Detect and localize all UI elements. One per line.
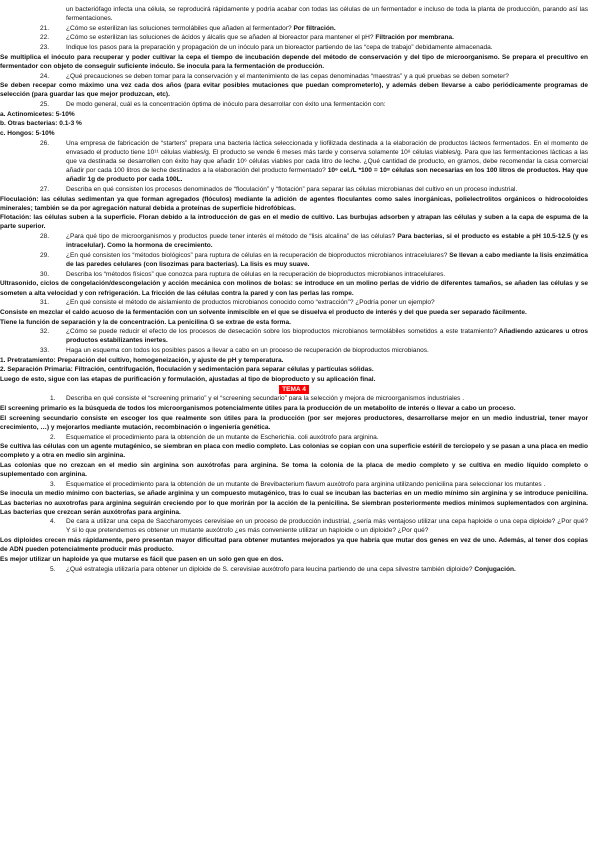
tema4-question-4 — [50, 517, 588, 535]
question-number: 3. — [50, 480, 56, 488]
answer-text: Para bacterias, si el producto es estable a pH 10.5-12.5 (y es intracelular). Como la hormona de crecimiento. — [66, 233, 589, 250]
answer-item: a. Actinomicetes: 5-10% — [0, 110, 75, 118]
answer-31a: Consiste en mezclar el caldo acuoso de la fermentación con un solvente inmiscible en el que se disuelva el producto de interés y del que pueda ser separado fácilmente. — [0, 308, 527, 316]
question-number: 24. — [40, 72, 50, 80]
question-number: 21. — [40, 24, 50, 32]
question-22 — [40, 33, 588, 42]
question-28 — [40, 232, 588, 250]
question-number: 26. — [40, 139, 50, 147]
answer-text: Por filtración. — [291, 24, 336, 32]
answer-t4b: Es mejor utilizar un haploide ya que mutarse es fácil que pasen en un solo gen que en dos. — [0, 555, 284, 563]
tema4-question-2 — [50, 433, 588, 442]
question-29 — [40, 251, 588, 269]
answer-31b: Tiene la función de separación y la de concentración. La penicilina G se extrae de esta forma. — [0, 318, 291, 326]
question-text: De modo general, cuál es la concentración óptima de inóculo para desarrollar con éxito una fermentación con: — [66, 101, 386, 109]
answer-text: Filtración por membrana. — [373, 34, 454, 42]
section-heading: TEMA 4 — [279, 385, 309, 394]
question-number: 30. — [40, 270, 50, 278]
question-text: ¿Cómo se esterilizan las soluciones termolábiles que añaden al fermentador? — [66, 24, 292, 32]
answer-text: 10⁶ cel./L *100 = 10⁸ células son necesarias en los 100 litros de productos. Hay que añadir 1g de producto por cada 100L. — [66, 167, 588, 184]
question-text: ¿Qué precauciones se deben tomar para la conservación y el mantenimiento de las cepas denominadas “maestras” y a qué pruebas se deben someter? — [66, 72, 509, 80]
question-number: 22. — [40, 34, 50, 42]
answer-23: Se multiplica el inóculo para recuperar y poder cultivar la cepa el tiempo de incubación depende del método de conservación y del tipo de microorganismo. Se prepara el precultivo en fermentador con objeto de conseguir suficiente inóculo. Se inocula para la fermentación de producción. — [0, 53, 588, 70]
answer-30: Ultrasonido, ciclos de congelación/descongelación y acción mecánica con molinos de bolas: se introduce en un molino perlas de vidrio de diferentes tamaños, se añaden las células y se someten a alta velocidad y con refrigeración. La fricción de las células contra la pared y con las perlas las rompe. — [0, 280, 588, 297]
question-25 — [40, 100, 588, 109]
tema4-question-5 — [50, 565, 588, 574]
question-number: 29. — [40, 251, 50, 259]
question-text: De cara a utilizar una cepa de Saccharomyces cerevisiae en un proceso de producción industrial, ¿sería más ventajoso utilizar una cepa haploide o una cepa diploide? ¿Por qué? Y si lo que pretendemos es obtener un mutante auxótrofo ¿es más conveniente utilizar un haploide o un diploide? ¿Por qué? — [66, 518, 588, 535]
question-number: 28. — [40, 233, 50, 241]
question-24 — [40, 72, 588, 81]
tema4-question-3 — [50, 480, 588, 489]
answer-27-flotacion: Flotación: las células suben a la superficie. Floran debido a la introducción de gas en el medio de cultivo. Las burbujas adsorben y atrapan las células y suben a la capa de espuma de la parte superior. — [0, 214, 588, 231]
question-32 — [40, 327, 588, 345]
answer-t3a: Se inocula un medio mínimo con bacterias, se añade arginina y un compuesto mutagénico, tras lo cual se incuban las bacterias en un medio mínimo sin arginina y se introduce penicilina. Las bacterias no auxotrofas para arginina seguirán creciendo por lo que morirán por la acción de la penicilina. Se siembran posteriormente medios mínimos suplementados con arginina. Las bacterias que crezcan serán auxótrofas para arginina. — [0, 490, 588, 516]
question-number: 33. — [40, 347, 50, 355]
question-text: ¿Qué estrategia utilizaría para obtener un diploide de S. cerevisiae auxótrofo para leucina partiendo de una cepa silvestre también diploide? — [66, 565, 473, 573]
question-text: Haga un esquema con todos los posibles pasos a llevar a cabo en un proceso de recuperación de bioproductos microbianos. — [66, 347, 429, 355]
question-text: Describa los “métodos físicos” que conozca para ruptura de células en la recuperación de bioproductos microbianos intracelulares. — [66, 270, 446, 278]
answer-text: Añadiendo azúcares u otros productos estabilizantes inertes. — [66, 328, 589, 345]
question-number: 27. — [40, 185, 50, 193]
question-text: ¿En qué consiste el método de aislamiento de productos microbianos conocido como “extracción”? ¿Podría poner un ejemplo? — [66, 299, 435, 307]
answer-33-step: 1. Pretratamiento: Preparación del cultivo, homogeneización, y ajuste de pH y temperatura. — [0, 356, 284, 364]
question-text: ¿Cómo se puede reducir el efecto de los procesos de desecación sobre los bioproductos microbianos termolábiles sometidos a este tratamiento? — [66, 328, 497, 336]
section-heading-wrap — [0, 385, 588, 394]
answer-item: b. Otras bacterias: 0.1-3 % — [0, 120, 82, 128]
question-30 — [40, 270, 588, 279]
answer-24: Se deben recepar como máximo una vez cada dos años (para evitar posibles mutaciones que puedan comprometerlo), y además deben llevarse a cabo periódicamente programas de selección (para guardar las que mejor produzcan, etc). — [0, 82, 588, 99]
question-number: 31. — [40, 299, 50, 307]
question-text: Esquematice el procedimiento para la obtención de un mutante de Brevibacterium flavum auxótrofo para arginina utilizando penicilina para seleccionar los mutantes . — [66, 480, 546, 488]
question-text: ¿Para qué tipo de microorganismos y productos puede tener interés el método de “lisis alcalina” de las células? — [66, 233, 396, 241]
question-number: 2. — [50, 433, 56, 441]
question-26 — [40, 139, 588, 184]
question-text: ¿Cómo se esterilizan las soluciones de ácidos y álcalis que se añaden al bioreactor para mantener el pH? — [66, 34, 374, 42]
question-text: Indique los pasos para la preparación y propagación de un inóculo para un bioreactor partiendo de las “cepa de trabajo” debidamente almacenada. — [66, 44, 493, 52]
question-number: 25. — [40, 101, 50, 109]
question-number: 5. — [50, 565, 56, 573]
question-number: 1. — [50, 395, 56, 403]
answer-t2a: Se cultiva las células con un agente mutagénico, se siembran en placa con medio completo. Las colonias se copian con una superficie estéril de terciopelo y se pasan a una placa en medio completo y a otra en medio sin arginina. — [0, 443, 588, 460]
answer-text: Se llevan a cabo mediante la lisis enzimática de las paredes celulares (con lisozimas para bacterias). La lisis es muy suave. — [66, 251, 588, 269]
answer-33-step: Luego de esto, sigue con las etapas de purificación y formulación, ajustadas al tipo de bioproducto y su aplicación final. — [0, 376, 376, 384]
answer-t1b: El screening secundario consiste en escoger los que realmente son útiles para la producción (por ser mejores productores, desarrollarse mejor en un medio industrial, tener mayor crecimiento, …) y mejorarlos mediante mutación, recombinación o ingeniería genética. — [0, 414, 588, 431]
question-text: Describa en qué consisten los procesos denominados de “floculación” y “flotación” para separar las células microbianas del cultivo en un proceso industrial. — [66, 185, 518, 193]
question-31 — [40, 298, 588, 307]
answer-27-floculacion: Floculación: las células sedimentan ya que forman agregados (flóculos) mediante la adición de agentes floculantes como sales inorgánicas, polielectrolitos orgánicos o hidrocoloides minerales; también se da por agregación natural debida a proteínas de superficie hidrofóbicas. — [0, 195, 588, 212]
question-33 — [40, 346, 588, 355]
question-text: ¿En qué consisten los “métodos biológicos” para ruptura de células en la recuperación de bioproductos microbianos intracelulares? — [66, 251, 448, 259]
question-number: 32. — [40, 328, 50, 336]
question-text: Describa en qué consiste el “screening primario” y el “screening secundario” para la selección y mejora de microorganismos industriales . — [66, 395, 465, 403]
answer-33-step: 2. Separación Primaria: Filtración, centrifugación, floculación y sedimentación para separar células y partículas sólidas. — [0, 366, 374, 374]
question-text: Esquematice el procedimiento para la obtención de un mutante de Escherichia. coli auxótrofo para arginina. — [66, 433, 379, 441]
question-number: 4. — [50, 518, 56, 526]
question-text: Una empresa de fabricación de “starters” prepara una bacteria láctica seleccionada y liofilizada destinada a la elaboración de productos lácteos fermentados. En el momento de envasado el producto tiene 10¹¹ células viables/g. El producto se vende 6 meses más tarde y conserva solamente 10⁸ células viables/g. Para que las fermentaciones lácticas a las que va destinada se desarrollen con éxito hay que añadir 10⁶ células viables por cada litro de leche. ¿Qué cantidad de producto, en gramos, debe recomendar la casa comercial añadir por cada 100 litros de leche destinados a la elaboración del producto fermentado? — [66, 139, 588, 175]
answer-t2b: Las colonias que no crezcan en el medio sin arginina son auxótrofas para arginina. Se toma la colonia de la placa de medio completo y se cultiva en medio líquido completo o suplementado con arginina. — [0, 462, 588, 479]
tema4-question-1 — [50, 394, 588, 403]
answer-text: Conjugación. — [472, 565, 516, 573]
question-number: 23. — [40, 44, 50, 52]
answer-t4a: Los diploides crecen más rápidamente, pero presentan mayor dificultad para obtener mutantes mejorados ya que habría que mutar dos genes en vez de uno. Además, al tener dos copias de ADN pueden potencialmente producir más producto. — [0, 537, 588, 554]
question-23 — [40, 43, 588, 52]
question-21 — [40, 24, 588, 33]
answer-t1a: El screening primario es la búsqueda de todos los microorganismos potencialmente útiles para la producción de un metabolito de interés o llevar a cabo un proceso. — [0, 405, 516, 413]
answer-item: c. Hongos: 5-10% — [0, 130, 55, 138]
question-27 — [40, 185, 588, 194]
intro-paragraph: un bacteriófago infecta una célula, se reproducirá rápidamente y podría acabar con todas las células de un fermentador e incluso de toda la planta de producción, parando así las fermentaciones. — [66, 6, 588, 23]
